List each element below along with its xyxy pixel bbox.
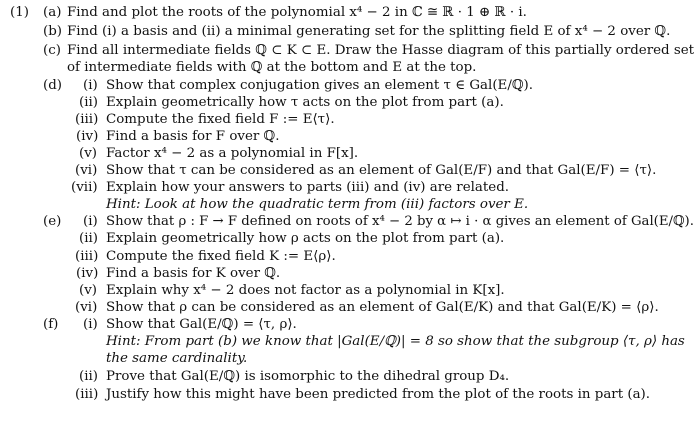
part-d-vi-text: Show that τ can be considered as an element of Gal(E/F) and that Gal(E/F) = ⟨τ⟩. [106,163,657,178]
part-d-iii-text: Compute the fixed field F := E⟨τ⟩. [106,112,335,127]
part-d-ii-label: (ii) [79,95,99,110]
problem-number: (1) [10,5,29,20]
part-f-hint-1: Hint: From part (b) we know that |Gal(E/ℚ)| = 8 so show that the subgroup ⟨τ, ρ⟩ has [106,334,685,349]
part-e-iii-label: (iii) [75,249,99,264]
part-e-iii-text: Compute the fixed field K := E⟨ρ⟩. [106,249,336,264]
part-e-i-label: (i) [83,214,98,229]
part-f-ii-label: (ii) [79,369,99,384]
part-f-ii-text: Prove that Gal(E/ℚ) is isomorphic to the dihedral group D₄. [106,369,510,384]
part-d-vii-label: (vii) [71,180,98,195]
part-d-vii-text: Explain how your answers to parts (iii) and (iv) are related. [106,180,510,195]
part-d-v-text: Factor x⁴ − 2 as a polynomial in F[x]. [106,146,359,161]
part-d-iv-text: Find a basis for F over ℚ. [106,129,280,144]
part-e-label: (e) [43,214,62,229]
part-e-ii-text: Explain geometrically how ρ acts on the plot from part (a). [106,231,505,246]
part-a-label: (a) [43,5,62,20]
part-c-text: Find all intermediate fields ℚ ⊂ K ⊂ E. Draw the Hasse diagram of this partially ordered set [67,43,695,58]
part-d-i-label: (i) [83,78,98,93]
part-e-iv-text: Find a basis for K over ℚ. [106,266,281,281]
part-e-ii-label: (ii) [79,231,99,246]
part-f-i-text: Show that Gal(E/ℚ) = ⟨τ, ρ⟩. [106,317,297,332]
part-f-label: (f) [43,317,59,332]
part-d-hint: Hint: Look at how the quadratic term from (iii) factors over E. [106,197,529,212]
part-e-vi-label: (vi) [75,300,98,315]
part-f-iii-label: (iii) [75,387,99,402]
part-f-i-label: (i) [83,317,98,332]
part-d-i-text: Show that complex conjugation gives an element τ ∈ Gal(E/ℚ). [106,78,533,93]
part-e-v-text: Explain why x⁴ − 2 does not factor as a polynomial in K[x]. [106,283,505,298]
part-c-text-cont: of intermediate fields with ℚ at the bottom and E at the top. [67,60,477,75]
part-e-iv-label: (iv) [76,266,99,281]
part-d-ii-text: Explain geometrically how τ acts on the plot from part (a). [106,95,504,110]
part-c-label: (c) [43,43,61,58]
part-e-vi-text: Show that ρ can be considered as an element of Gal(E/K) and that Gal(E/K) = ⟨ρ⟩. [106,300,659,315]
part-d-iv-label: (iv) [76,129,99,144]
part-f-iii-text: Justify how this might have been predicted from the plot of the roots in part (a). [106,387,651,402]
part-d-v-label: (v) [79,146,98,161]
part-d-vi-label: (vi) [75,163,98,178]
part-d-iii-label: (iii) [75,112,99,127]
part-a-text: Find and plot the roots of the polynomial x⁴ − 2 in ℂ ≅ ℝ · 1 ⊕ ℝ · i. [67,5,527,20]
part-e-v-label: (v) [79,283,98,298]
part-b-label: (b) [43,24,63,39]
part-f-hint-2: the same cardinality. [106,351,248,366]
part-d-label: (d) [43,78,63,93]
part-e-i-text: Show that ρ : F → F defined on roots of x⁴ − 2 by α ↦ i · α gives an element of Gal(E/ℚ). [106,214,694,229]
part-b-text: Find (i) a basis and (ii) a minimal generating set for the splitting field E of x⁴ − 2 over ℚ. [67,24,671,39]
